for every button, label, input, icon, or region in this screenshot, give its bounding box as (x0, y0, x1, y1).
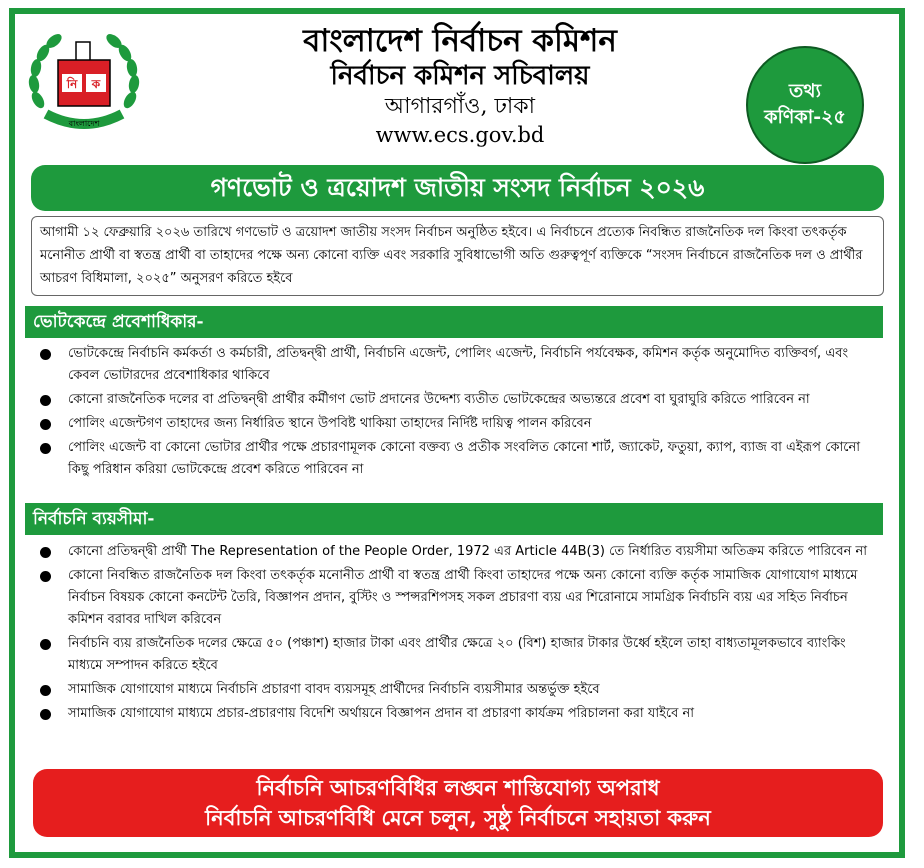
bullet-icon (40, 443, 51, 454)
secretariat-name: নির্বাচন কমিশন সচিবালয় (330, 61, 590, 91)
list-item-text: কোনো রাজনৈতিক দলের বা প্রতিদ্বন্দ্বী প্রার্থীর কর্মীগণ ভোট প্রদানের উদ্দেশ্য ব্যতীত ভোটকেন্দ্রের অভ্যন্তরে প্রবেশ বা ঘুরাঘুরি করিতে পারিবেন না (68, 392, 810, 407)
list-item (32, 541, 882, 563)
list-item (32, 633, 882, 677)
list-item-text: কোনো প্রতিদ্বন্দ্বী প্রার্থী The Representation of the People Order, 1972 এর Article 44B(3) তে নির্ধারিত ব্যয়সীমা অতিক্রম করিতে পারিবেন না (68, 544, 867, 559)
bullet-icon (40, 547, 51, 558)
list-item-text: নির্বাচনি ব্যয় রাজনৈতিক দলের ক্ষেত্রে ৫০ (পঞ্চাশ) হাজার টাকা এবং প্রার্থীর ক্ষেত্রে ২০ (বিশ) হাজার টাকার উর্ধ্বে হইলে তাহা বাধ্যতামূলকভাবে ব্যাংকিং মাধ্যমে সম্পাদন করিতে হইবে (68, 636, 846, 673)
section-voting-center-access-heading: ভোটকেন্দ্রে প্রবেশাধিকার- (25, 306, 883, 338)
voting-center-access-list (32, 343, 882, 483)
list-item-text: সামাজিক যোগাযোগ মাধ্যমে নির্বাচনি প্রচারণা বাবদ ব্যয়সমূহ প্রার্থীদের নির্বাচনি ব্যয়সীমার অন্তর্ভুক্ত হইবে (68, 682, 600, 697)
title-banner: গণভোট ও ত্রয়োদশ জাতীয় সংসদ নির্বাচন ২০২৬ (31, 165, 884, 211)
warning-footer (33, 769, 883, 837)
list-item (32, 343, 882, 387)
list-item-text: পোলিং এজেন্ট বা কোনো ভোটার প্রার্থীর পক্ষে প্রচারণামূলক কোনো বক্তব্য ও প্রতীক সংবলিত কোনো শার্ট, জ্যাকেট, ফতুয়া, ক্যাপ, ব্যাজ বা এইরূপ কোনো কিছু পরিধান করিয়া ভোটকেন্দ্রে প্রবেশ করিতে পারিবেন না (68, 440, 860, 477)
address: আগারগাঁও, ঢাকা (384, 94, 536, 119)
list-item-text: সামাজিক যোগাযোগ মাধ্যমে প্রচার-প্রচারণায় বিদেশি অর্থায়নে বিজ্ঞাপন প্রদান বা প্রচারণা কার্যক্রম পরিচালনা করা যাইবে না (68, 706, 694, 721)
info-badge (746, 46, 864, 164)
bullet-icon (40, 685, 51, 696)
header (180, 22, 740, 148)
bullet-icon (40, 571, 51, 582)
logo-caption: বাংলাদেশ (68, 119, 100, 128)
website: www.ecs.gov.bd (375, 123, 545, 147)
list-item-text: পোলিং এজেন্টগণ তাহাদের জন্য নির্ধারিত স্থানে উপবিষ্ট থাকিয়া তাহাদের নির্দিষ্ট দায়িত্ব পালন করিবেন (68, 416, 592, 431)
logo-box-text-left: নি (66, 77, 78, 91)
footer-line-2: নির্বাচনি আচরণবিধি মেনে চলুন, সুষ্ঠু নির্বাচনে সহায়তা করুন (205, 805, 711, 830)
list-item (32, 565, 882, 631)
bullet-icon (40, 419, 51, 430)
election-commission-logo (24, 22, 144, 142)
election-expense-list (32, 541, 882, 727)
bullet-icon (40, 709, 51, 720)
logo-box-text-right: ক (91, 77, 101, 91)
list-item (32, 389, 882, 411)
badge-line-1: তথ্য (788, 80, 822, 102)
list-item-text: ভোটকেন্দ্রে নির্বাচনি কর্মকর্তা ও কর্মচারী, প্রতিদ্বন্দ্বী প্রার্থী, নির্বাচনি এজেন্ট, পোলিং এজেন্ট, নির্বাচনি পর্যবেক্ষক, কমিশন কর্তৃক অনুমোদিত ব্যক্তিবর্গ, এবং কেবল ভোটারদের প্রবেশাধিকার থাকিবে (68, 346, 849, 383)
badge-line-2: কণিকা-২৫ (764, 106, 846, 128)
intro-paragraph: আগামী ১২ ফেব্রুয়ারি ২০২৬ তারিখে গণভোট ও ত্রয়োদশ জাতীয় সংসদ নির্বাচন অনুষ্ঠিত হইবে। এ নির্বাচনে প্রত্যেক নিবন্ধিত রাজনৈতিক দল কিংবা তৎকর্তৃক মনোনীত প্রার্থী বা স্বতন্ত্র প্রার্থী বা তাহাদের পক্ষে অন্য কোনো ব্যক্তি এবং সরকারি সুবিধাভোগী অতি গুরুত্বপূর্ণ ব্যক্তিকে “সংসদ নির্বাচনে রাজনৈতিক দল ও প্রার্থীর আচরণ বিধিমালা, ২০২৫” অনুসরণ করিতে হইবে (31, 216, 884, 296)
list-item (32, 703, 882, 725)
bullet-icon (40, 395, 51, 406)
list-item (32, 437, 882, 481)
bullet-icon (40, 639, 51, 650)
footer-line-1: নির্বাচনি আচরণবিধির লঙ্ঘন শাস্তিযোগ্য অপরাধ (256, 775, 660, 800)
organization-name: বাংলাদেশ নির্বাচন কমিশন (303, 23, 617, 59)
bullet-icon (40, 349, 51, 360)
list-item (32, 679, 882, 701)
list-item (32, 413, 882, 435)
section-election-expense-heading: নির্বাচনি ব্যয়সীমা- (25, 503, 883, 535)
list-item-text: কোনো নিবন্ধিত রাজনৈতিক দল কিংবা তৎকর্তৃক মনোনীত প্রার্থী বা স্বতন্ত্র প্রার্থী কিংবা তাহাদের পক্ষে অন্য কোনো ব্যক্তি কর্তৃক সামাজিক যোগাযোগ মাধ্যমে নির্বাচন বিষয়ক কোনো কনটেন্ট তৈরি, বিজ্ঞাপন প্রদান, বুস্টিং ও স্পন্সরশিপসহ সকল প্রচারণা ব্যয় এর শিরোনামে সামগ্রিক নির্বাচনি ব্যয় এর সহিত নির্বাচন কমিশন বরাবর দাখিল করিবেন (68, 568, 858, 627)
